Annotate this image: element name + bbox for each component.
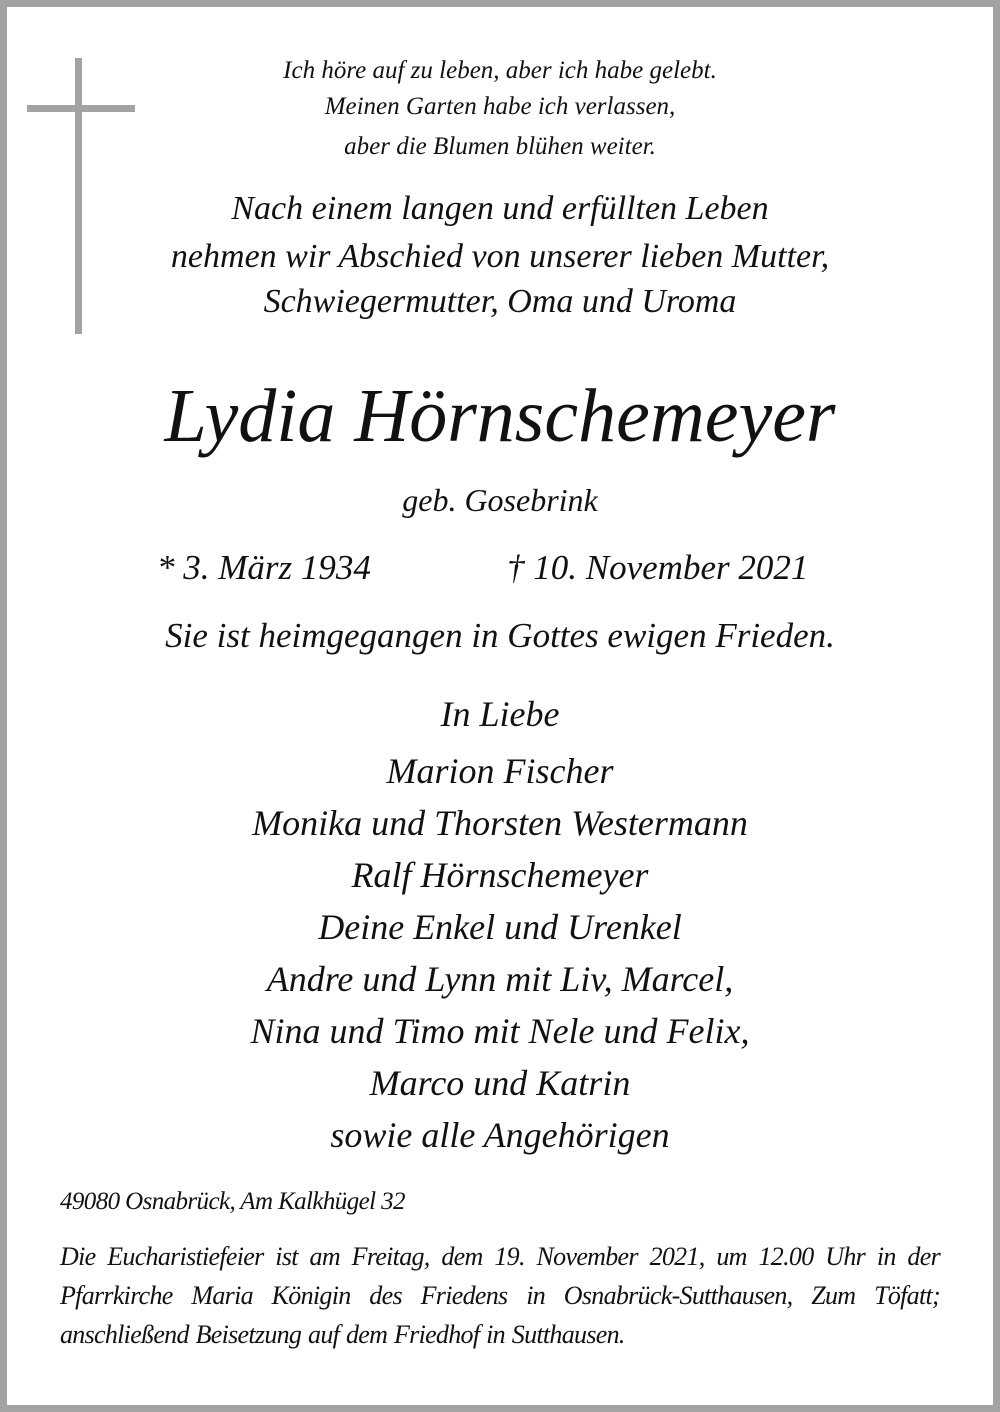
address: 49080 Osnabrück, Am Kalkhügel 32 xyxy=(60,1188,405,1215)
signatory-line: Marco und Katrin xyxy=(369,1063,631,1103)
signatory-line: Ralf Hörnschemeyer xyxy=(351,855,649,895)
intro-line: Schwiegermutter, Oma und Uroma xyxy=(263,283,737,320)
poem-line: aber die Blumen blühen weiter. xyxy=(344,133,656,160)
intro-line: nehmen wir Abschied von unserer lieben Mutter, xyxy=(170,238,830,275)
signatory-line: Marion Fischer xyxy=(386,751,614,791)
signatory-line: In Liebe xyxy=(440,694,560,734)
signatory-line: Monika und Thorsten Westermann xyxy=(252,803,748,843)
maiden-name: geb. Gosebrink xyxy=(402,482,598,518)
statement: Sie ist heimgegangen in Gottes ewigen Frieden. xyxy=(165,616,835,655)
birth-date: * 3. März 1934 xyxy=(157,548,371,587)
service-info: Die Eucharistiefeier ist am Freitag, dem 19. November 2021, um 12.00 Uhr in der Pfarrkirche Maria Königin des Friedens in Osnabrück-Sutthausen, Zum Töfatt; anschließend Beisetzung auf dem Friedhof in Sutthausen. xyxy=(60,1242,940,1349)
death-date: † 10. November 2021 xyxy=(507,548,809,587)
signatory-line: Deine Enkel und Urenkel xyxy=(318,907,682,947)
poem-line: Meinen Garten habe ich verlassen, xyxy=(324,93,676,120)
deceased-name: Lydia Hörnschemeyer xyxy=(164,374,836,458)
poem-line: Ich höre auf zu leben, aber ich habe gelebt. xyxy=(283,57,717,84)
signatory-line: Andre und Lynn mit Liv, Marcel, xyxy=(266,959,734,999)
signatory-line: sowie alle Angehörigen xyxy=(330,1115,670,1155)
signatory-line: Nina und Timo mit Nele und Felix, xyxy=(250,1011,750,1051)
intro-line: Nach einem langen und erfüllten Leben xyxy=(231,190,769,227)
